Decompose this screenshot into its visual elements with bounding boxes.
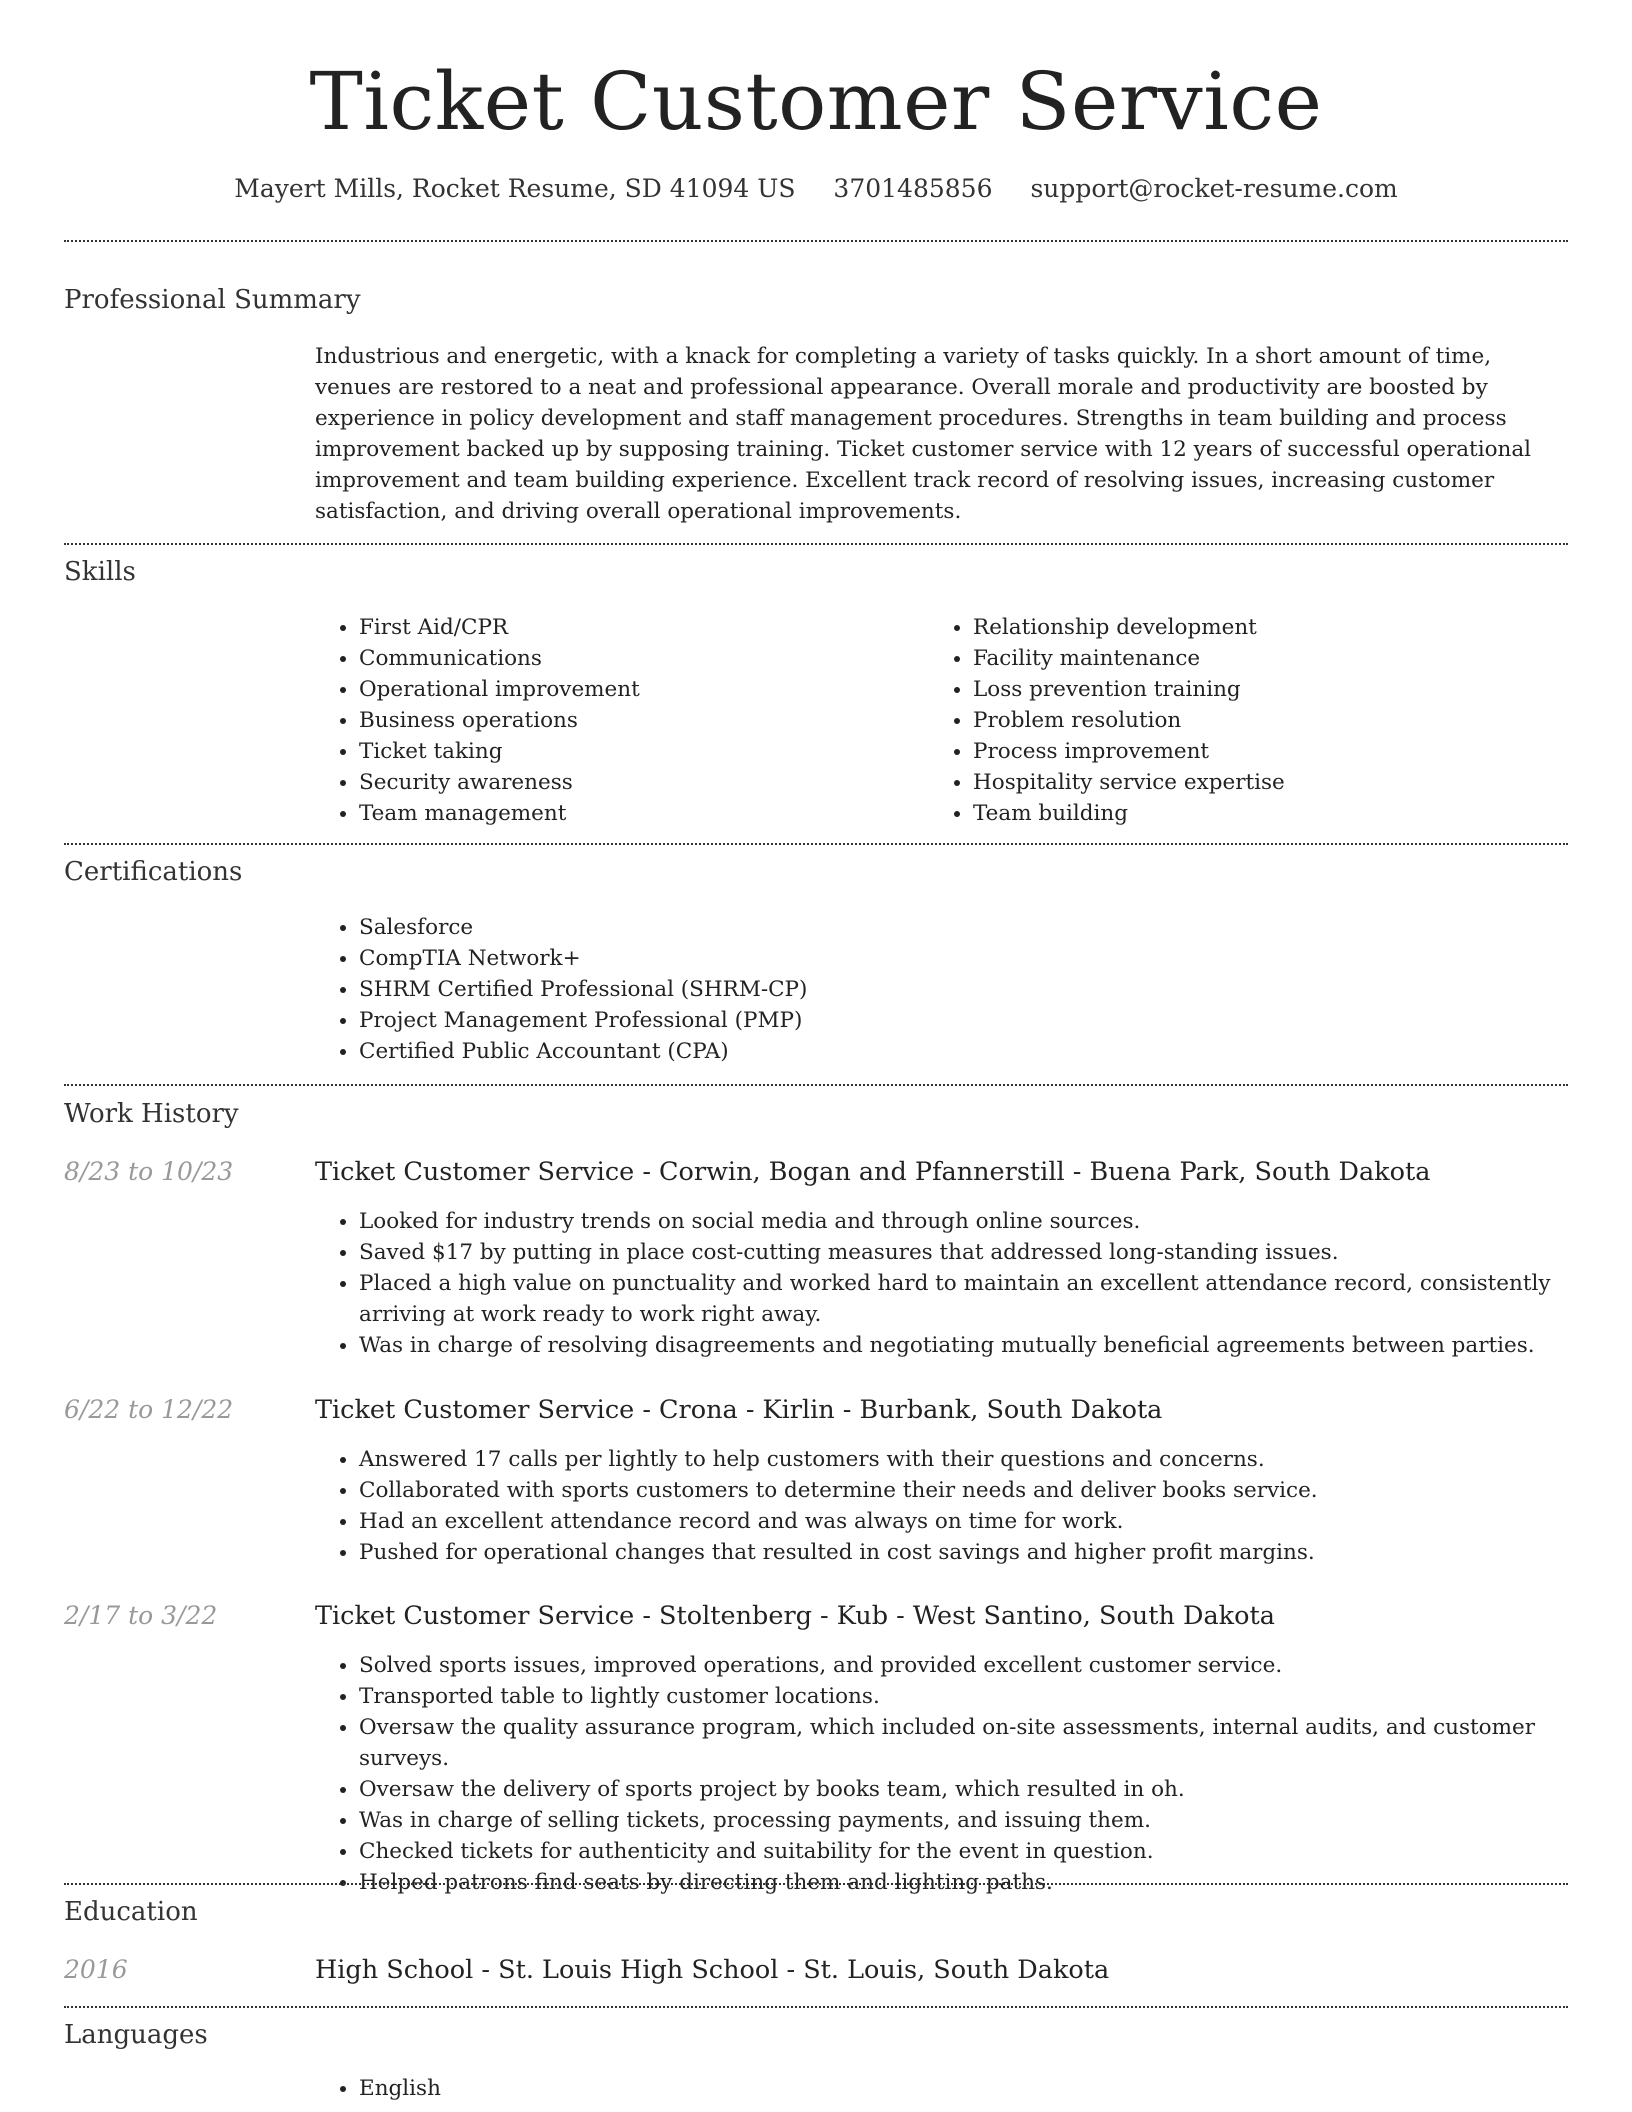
skill-item: • Process improvement [973,736,1573,767]
job-bullet: • Looked for industry trends on social media and through online sources. [359,1206,1599,1237]
job-bullet: • Transported table to lightly customer locations. [359,1681,1599,1712]
section-title-skills: Skills [64,557,136,587]
job-bullet: • Answered 17 calls per lightly to help customers with their questions and concerns. [359,1444,1599,1475]
job-dates: 2/17 to 3/22 [64,1601,218,1630]
skill-item: • Hospitality service expertise [973,767,1573,798]
job-bullet: • Solved sports issues, improved operations, and provided excellent customer service. [359,1650,1599,1681]
job-heading: Ticket Customer Service - Stoltenberg - Kub - West Santino, South Dakota [315,1601,1275,1631]
job-bullet: • Oversaw the delivery of sports project by books team, which resulted in oh. [359,1774,1599,1805]
section-divider [64,1883,1568,1885]
job-heading: Ticket Customer Service - Crona - Kirlin - Burbank, South Dakota [315,1395,1163,1425]
certification-item: • Certified Public Accountant (CPA) [359,1036,1559,1067]
skill-item: • Ticket taking [359,736,919,767]
skill-item: • Problem resolution [973,705,1573,736]
contact-address: Mayert Mills, Rocket Resume, SD 41094 US [234,174,796,203]
skills-list-left [315,612,919,829]
skill-item: • Communications [359,643,919,674]
section-title-work: Work History [64,1099,239,1129]
skill-item: • Loss prevention training [973,674,1573,705]
job-bullets [315,1444,1599,1568]
education-date: 2016 [64,1955,128,1984]
skill-item: • Security awareness [359,767,919,798]
skill-item: • Relationship development [973,612,1573,643]
contact-line [0,172,1632,206]
certification-item: • CompTIA Network+ [359,943,1559,974]
contact-phone: 3701485856 [833,174,993,203]
section-divider [64,843,1568,845]
job-bullets [315,1650,1599,1898]
job-bullet: • Oversaw the quality assurance program, which included on-site assessments, internal audits, and customer surveys. [359,1712,1599,1774]
candidate-name: Ticket Customer Service [309,55,1323,148]
job-bullet: • Checked tickets for authenticity and suitability for the event in question. [359,1836,1599,1867]
section-title-languages: Languages [64,2020,208,2050]
skill-item: • Business operations [359,705,919,736]
job-bullet: • Placed a high value on punctuality and worked hard to maintain an excellent attendance record, consistently arriving at work ready to work right away. [359,1268,1599,1330]
skill-item: • Operational improvement [359,674,919,705]
job-bullets [315,1206,1599,1361]
skills-list-right [929,612,1573,829]
section-title-summary: Professional Summary [64,285,361,315]
job-dates: 8/23 to 10/23 [64,1157,234,1186]
section-divider [64,2006,1568,2008]
job-bullet: • Was in charge of selling tickets, processing payments, and issuing them. [359,1805,1599,1836]
job-bullet: • Collaborated with sports customers to determine their needs and deliver books service. [359,1475,1599,1506]
skill-item: • Facility maintenance [973,643,1573,674]
certification-item: • SHRM Certified Professional (SHRM-CP) [359,974,1559,1005]
summary-text: Industrious and energetic, with a knack for completing a variety of tasks quickly. In a short amount of time, venues are restored to a neat and professional appearance. Overall morale and productivity are boosted by experience in policy development and staff management procedures. Strengths in team building and process improvement backed up by supposing training. Ticket customer service with 12 years of successful operational improvement and team building experience. Excellent track record of resolving issues, increasing customer satisfaction, and driving overall operational improvements. [315,344,1532,524]
skill-item: • Team management [359,798,919,829]
section-divider [64,543,1568,545]
section-divider [64,1084,1568,1086]
job-bullet: • Was in charge of resolving disagreements and negotiating mutually beneficial agreements between parties. [359,1330,1599,1361]
certification-item: • Salesforce [359,912,1559,943]
certifications-list [315,912,1559,1067]
certification-item: • Project Management Professional (PMP) [359,1005,1559,1036]
section-divider [64,240,1568,242]
job-bullet: • Had an excellent attendance record and was always on time for work. [359,1506,1599,1537]
job-bullet: • Pushed for operational changes that resulted in cost savings and higher profit margins. [359,1537,1599,1568]
education-heading: High School - St. Louis High School - St. Louis, South Dakota [315,1955,1110,1985]
contact-email: support@rocket-resume.com [1030,174,1398,203]
job-heading: Ticket Customer Service - Corwin, Bogan and Pfannerstill - Buena Park, South Dakota [315,1157,1431,1187]
language-item: • English [359,2073,959,2104]
skill-item: • Team building [973,798,1573,829]
section-title-education: Education [64,1897,198,1927]
job-bullet: • Helped patrons find seats by directing them and lighting paths. [359,1867,1599,1898]
languages-list [315,2073,959,2104]
job-dates: 6/22 to 12/22 [64,1395,234,1424]
section-title-certifications: Certifications [64,857,243,887]
job-bullet: • Saved $17 by putting in place cost-cutting measures that addressed long-standing issues. [359,1237,1599,1268]
skill-item: • First Aid/CPR [359,612,919,643]
